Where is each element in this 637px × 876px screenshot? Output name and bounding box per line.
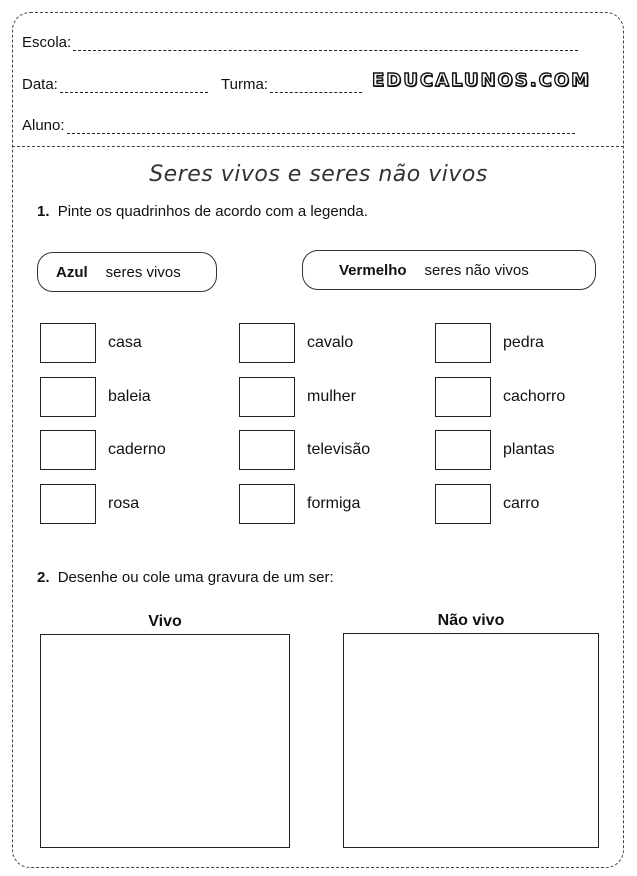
checkbox-mulher[interactable] <box>239 377 295 417</box>
legend-vermelho-meaning: seres não vivos <box>424 261 529 279</box>
legend-azul-key: Azul <box>56 263 88 281</box>
item-label: cavalo <box>307 334 354 351</box>
vivo-label: Vivo <box>148 613 182 630</box>
checkbox-cavalo[interactable] <box>239 323 295 363</box>
data-label: Data: <box>22 76 58 93</box>
item-formiga <box>239 484 360 524</box>
checkbox-casa[interactable] <box>40 323 96 363</box>
legend-vermelho <box>302 250 596 290</box>
item-baleia <box>40 377 151 417</box>
aluno-label: Aluno: <box>22 117 65 134</box>
item-mulher <box>239 377 356 417</box>
checkbox-carro[interactable] <box>435 484 491 524</box>
checkbox-baleia[interactable] <box>40 377 96 417</box>
nao-vivo-label: Não vivo <box>437 612 505 629</box>
item-label: mulher <box>307 388 356 405</box>
question-2-number: 2. <box>37 569 50 586</box>
item-label: casa <box>108 334 142 351</box>
data-field <box>22 76 208 93</box>
item-label: caderno <box>108 441 166 458</box>
item-rosa <box>40 484 139 524</box>
vivo-drawing-box[interactable] <box>40 634 290 848</box>
item-label: formiga <box>307 495 361 512</box>
item-label: televisão <box>307 441 371 458</box>
escola-field <box>22 34 578 51</box>
item-caderno <box>40 430 166 470</box>
item-pedra <box>435 323 544 363</box>
data-input-line[interactable] <box>60 80 208 93</box>
checkbox-caderno[interactable] <box>40 430 96 470</box>
item-label: cachorro <box>503 388 566 405</box>
item-casa <box>40 323 142 363</box>
legend-azul-meaning: seres vivos <box>105 263 181 281</box>
checkbox-cachorro[interactable] <box>435 377 491 417</box>
turma-label: Turma: <box>221 76 268 93</box>
checkbox-plantas[interactable] <box>435 430 491 470</box>
item-label: baleia <box>108 388 151 405</box>
checkbox-formiga[interactable] <box>239 484 295 524</box>
escola-label: Escola: <box>22 34 72 51</box>
legend-vermelho-key: Vermelho <box>339 261 407 279</box>
item-label: carro <box>503 495 540 512</box>
question-1 <box>37 203 368 220</box>
item-label: rosa <box>108 495 140 512</box>
item-televisao <box>239 430 370 470</box>
turma-field <box>221 76 362 93</box>
item-cachorro <box>435 377 565 417</box>
turma-input-line[interactable] <box>270 80 362 93</box>
question-2-text: Desenhe ou cole uma gravura de um ser: <box>57 569 334 586</box>
page-title: Seres vivos e seres não vivos <box>149 162 488 187</box>
item-label: pedra <box>503 334 544 351</box>
item-label: plantas <box>503 441 555 458</box>
item-cavalo <box>239 323 353 363</box>
checkbox-rosa[interactable] <box>40 484 96 524</box>
item-plantas <box>435 430 555 470</box>
checkbox-pedra[interactable] <box>435 323 491 363</box>
header-divider <box>12 146 624 147</box>
legend-azul <box>37 252 217 292</box>
escola-input-line[interactable] <box>73 38 578 51</box>
educalunos-logo: EDUCALUNOS.COM <box>372 70 592 91</box>
nao-vivo-drawing-box[interactable] <box>343 633 599 848</box>
question-1-text: Pinte os quadrinhos de acordo com a legenda. <box>57 203 368 220</box>
checkbox-televisao[interactable] <box>239 430 295 470</box>
question-1-number: 1. <box>37 203 50 220</box>
item-carro <box>435 484 539 524</box>
aluno-field <box>22 117 575 134</box>
question-2 <box>37 569 334 586</box>
aluno-input-line[interactable] <box>67 121 575 134</box>
